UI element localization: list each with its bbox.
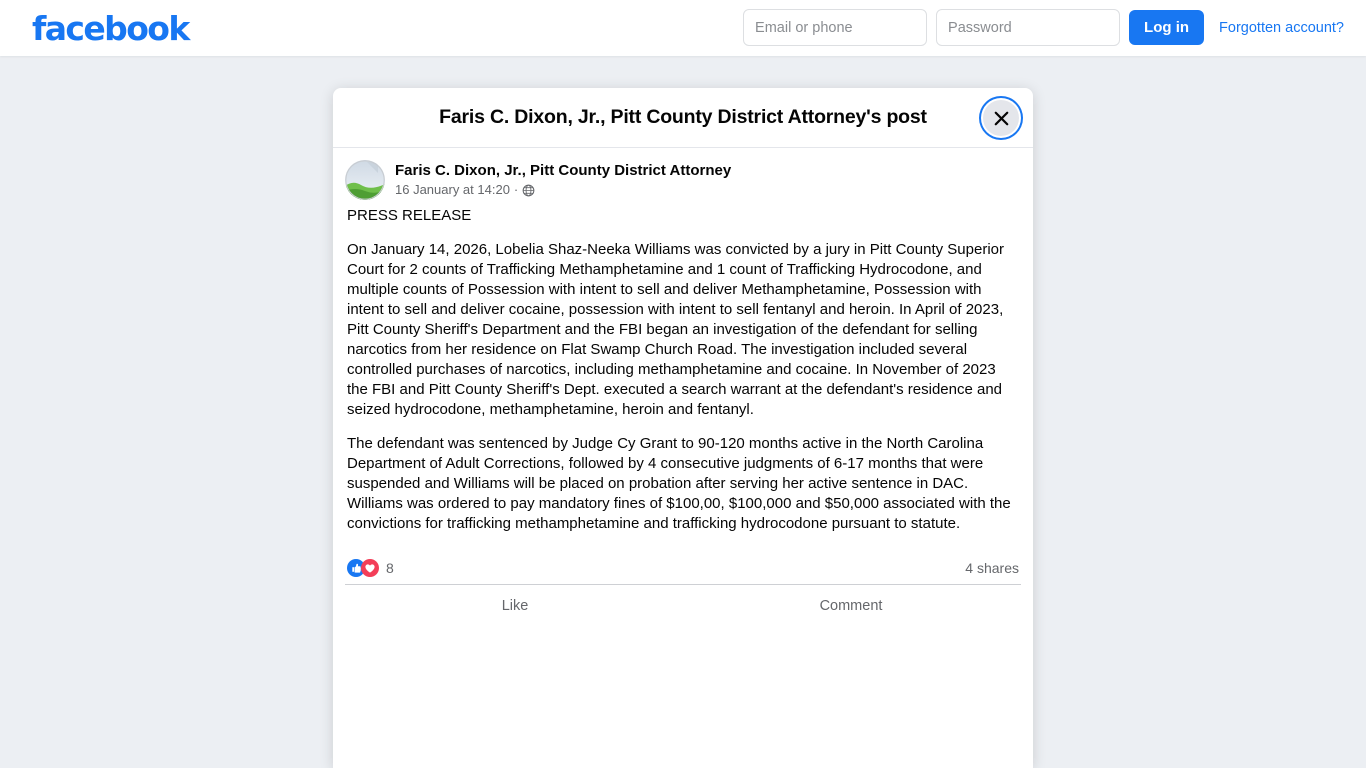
post-header — [345, 160, 1021, 206]
globe-icon[interactable] — [522, 184, 535, 197]
reactions-row — [345, 547, 1021, 585]
post-actions — [345, 585, 1021, 627]
reaction-summary[interactable] — [347, 559, 394, 577]
email-or-phone-input[interactable] — [743, 9, 927, 46]
post-body — [333, 148, 1033, 627]
close-button[interactable] — [983, 100, 1019, 136]
forgotten-account-link[interactable]: Forgotten account? — [1219, 19, 1344, 36]
like-button[interactable]: Like — [347, 589, 683, 623]
post-paragraph: On January 14, 2026, Lobelia Shaz-Neeka Williams was convicted by a jury in Pitt County Superior Court for 2 counts of Trafficking Methamphetamine and 1 count of Trafficking Hydrocodone, and multiple counts of Possession with intent to sell and deliver Methamphetamine, Possession with intent to sell and deliver cocaine, possession with intent to sell fentanyl and heroin. In April of 2023, Pitt County Sheriff's Department and the FBI began an investigation of the defendant for selling narcotics from her residence on Flat Swamp Church Road. The investigation included several controlled purchases of narcotics, including methamphetamine and cocaine. In November of 2023 the FBI and Pitt County Sheriff's Dept. executed a search warrant at the defendant's residence and seized hydrocodone, methamphetamine, heroin and fentanyl. — [347, 241, 1004, 418]
facebook-topbar — [0, 0, 1366, 56]
reaction-count: 8 — [386, 560, 394, 576]
modal-header — [333, 88, 1033, 148]
meta-separator: · — [513, 182, 519, 197]
author-block — [395, 160, 731, 198]
post-modal — [333, 88, 1033, 768]
comment-button[interactable]: Comment — [683, 589, 1019, 623]
close-icon — [993, 110, 1010, 127]
password-input[interactable] — [936, 9, 1120, 46]
shares-count[interactable]: 4 shares — [965, 560, 1019, 576]
facebook-logo[interactable]: facebook — [32, 9, 189, 48]
log-in-button[interactable]: Log in — [1129, 10, 1204, 45]
avatar[interactable] — [345, 160, 385, 200]
post-paragraph: The defendant was sentenced by Judge Cy Grant to 90-120 months active in the North Carolina Department of Adult Corrections, followed by 4 consecutive judgments of 6-17 months that were suspended and Williams will be placed on probation after serving her active sentence in DAC. Williams was ordered to pay mandatory fines of $100,00, $100,000 and $50,000 associated with the convictions for trafficking methamphetamine and trafficking hydrocodone pursuant to statute. — [347, 435, 1011, 532]
post-meta — [395, 182, 731, 198]
modal-title: Faris C. Dixon, Jr., Pitt County District Attorney's post — [439, 106, 927, 128]
post-author-name[interactable]: Faris C. Dixon, Jr., Pitt County District Attorney — [395, 162, 732, 179]
post-paragraph: PRESS RELEASE — [347, 207, 472, 224]
login-form — [743, 9, 1344, 46]
post-timestamp[interactable]: 16 January at 14:20 — [395, 182, 510, 197]
post-text — [345, 206, 1021, 534]
love-reaction-icon — [361, 559, 379, 577]
reaction-icons — [347, 559, 379, 577]
